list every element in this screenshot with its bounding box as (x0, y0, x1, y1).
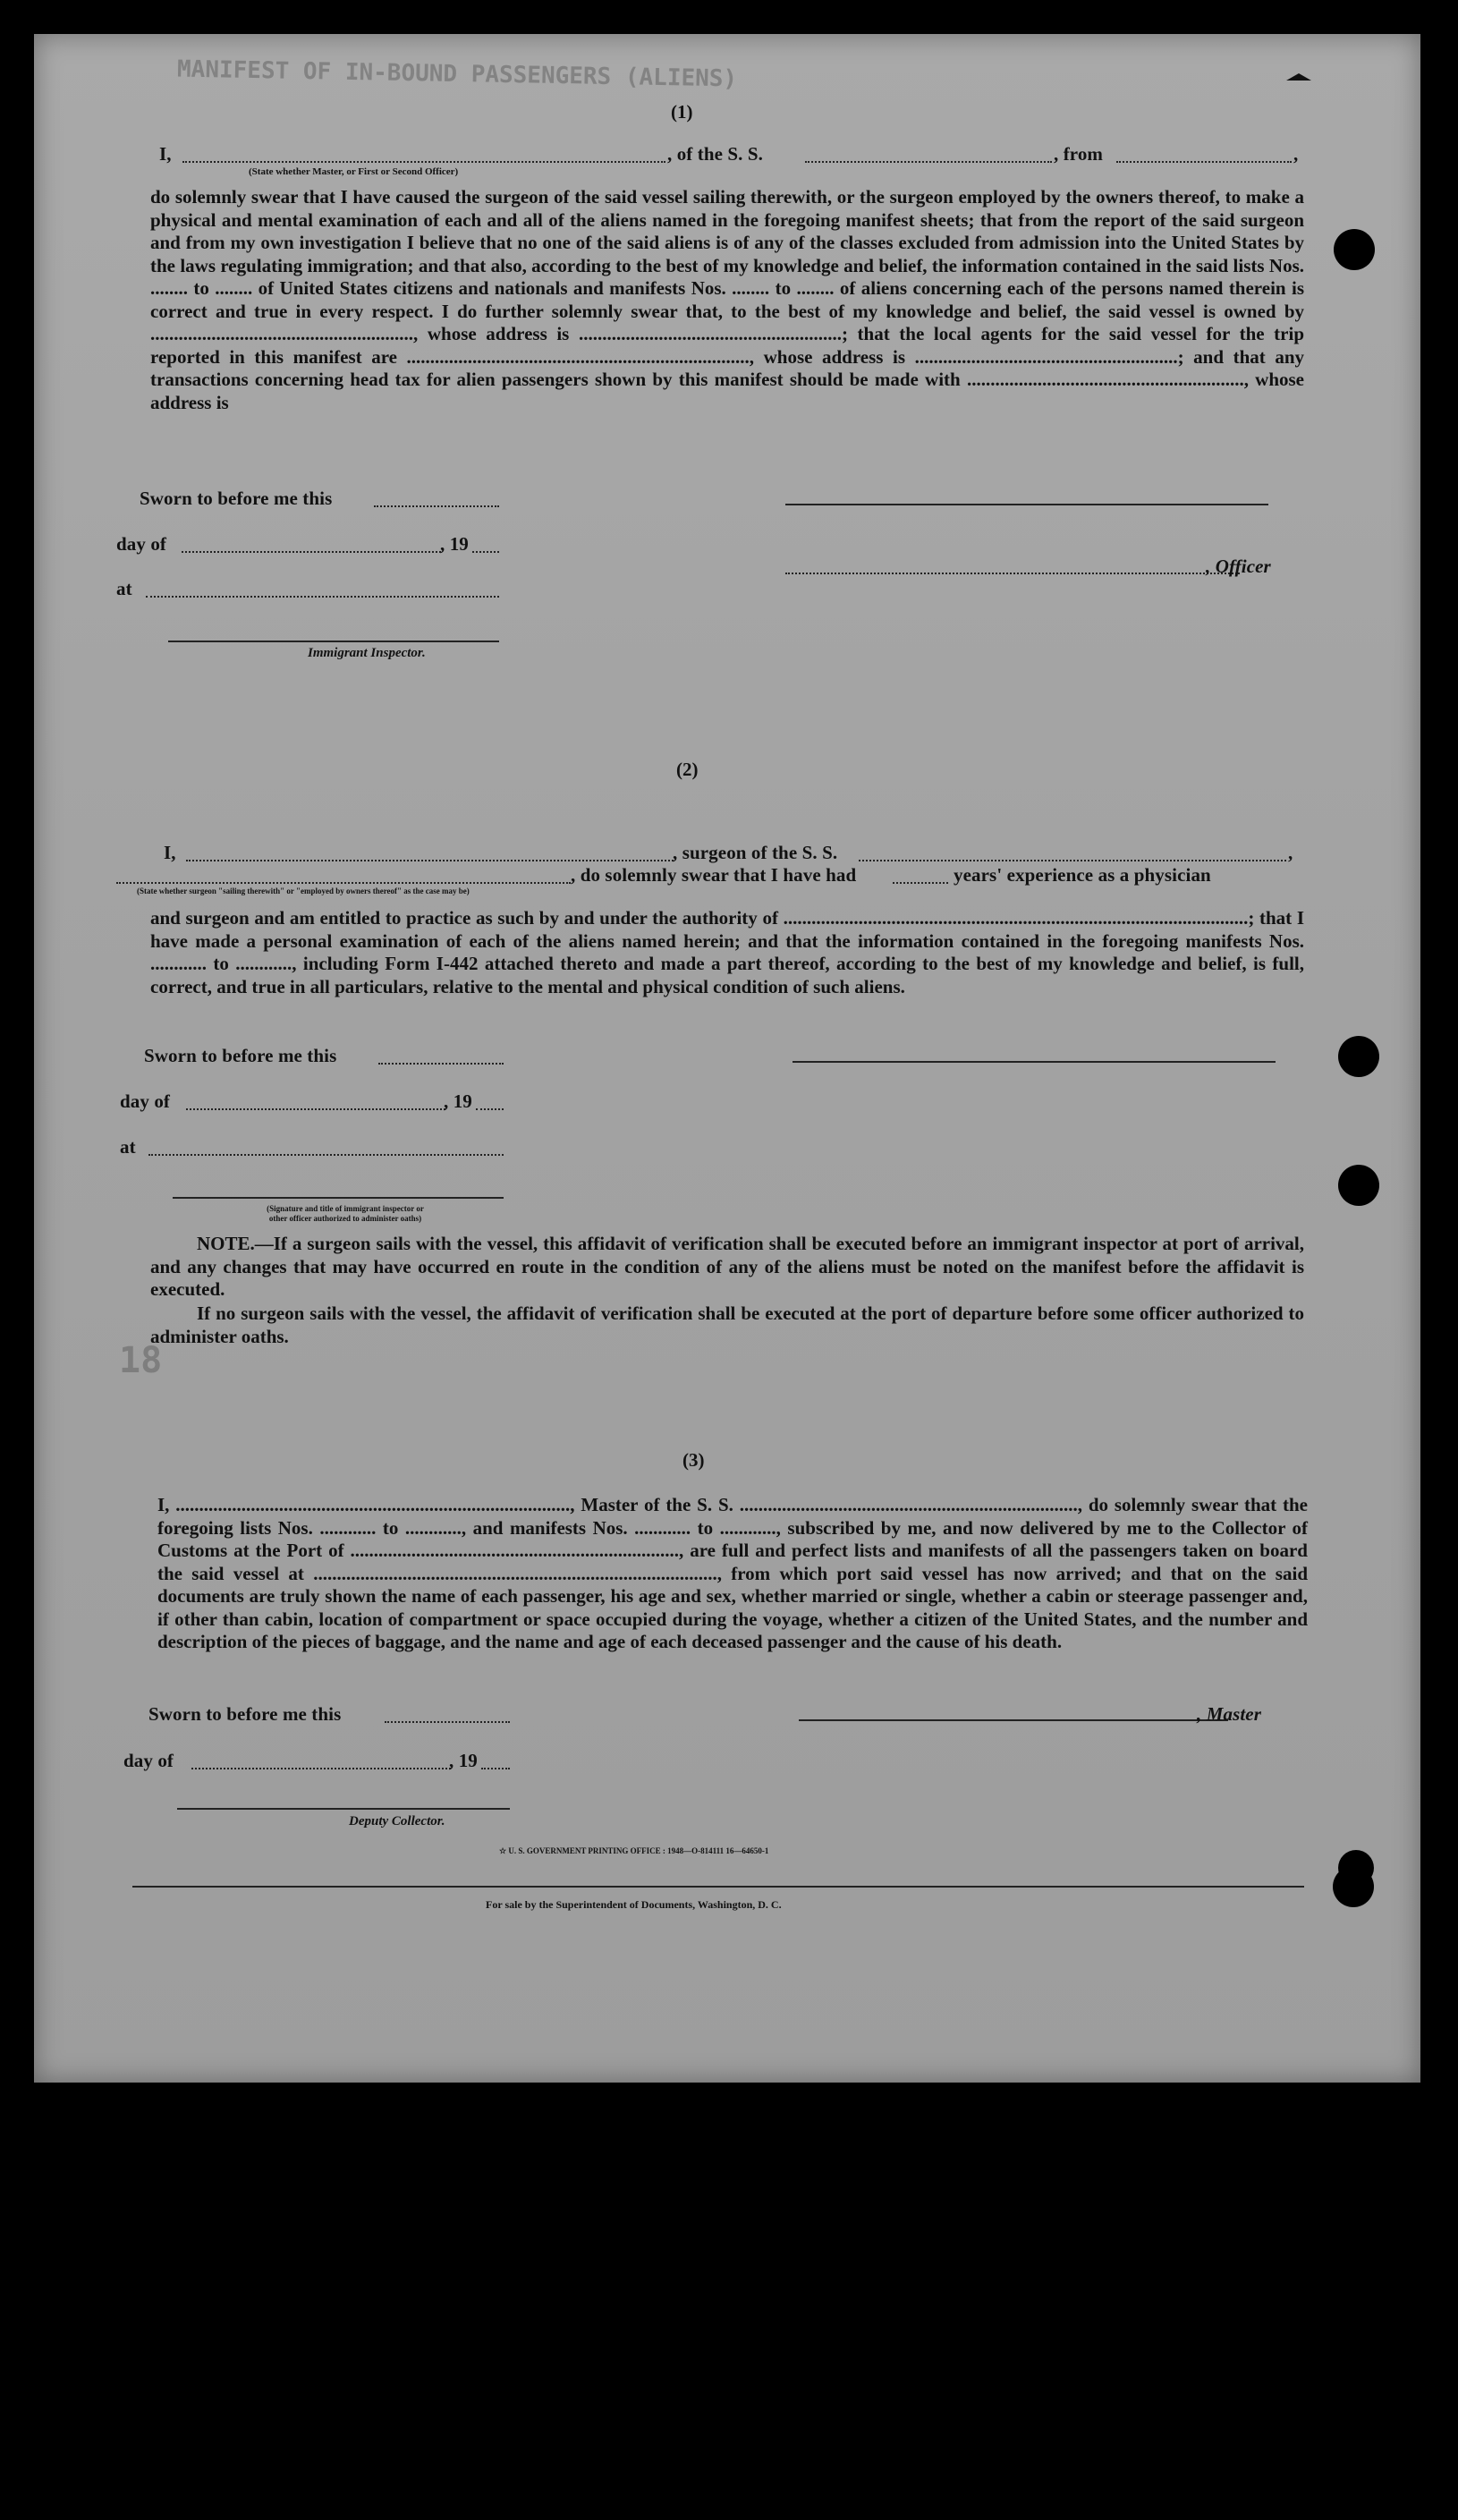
s3-collector-label: Deputy Collector. (349, 1814, 445, 1828)
s1-inspector-signature-line[interactable] (168, 641, 499, 642)
punch-hole-1 (1334, 229, 1375, 270)
s1-at-line[interactable] (146, 596, 499, 598)
s1-from-line[interactable] (1116, 161, 1292, 163)
s1-i-label: I, (159, 143, 172, 165)
s2-body: and surgeon and am entitled to practice as such by and under the authority of ...................................................................................................; that I have made a personal examination of each of the aliens named herein; and that the information contained in the foregoing manifests Nos. ............ to ............, including Form I-442 attached thereto and made a part thereof, according to the best of my knowledge and belief, is full, correct, and true in all particulars, relative to the mental and physical condition of such aliens. (150, 907, 1304, 997)
s2-state-note: (State whether surgeon "sailing therewith" or "employed by owners thereof" as the case may be) (137, 887, 470, 895)
gpo-imprint: ☆ U. S. GOVERNMENT PRINTING OFFICE : 1948—O-814111 16—64650-1 (499, 1846, 769, 1855)
s2-comma: , (1288, 842, 1293, 863)
s1-day-of-label: day of (116, 533, 167, 555)
s1-day-line[interactable] (182, 551, 441, 553)
s3-collector-signature-line[interactable] (177, 1808, 510, 1810)
s1-body: do solemnly swear that I have caused the surgeon of the said vessel sailing therewith, or the surgeon employed by the owners thereof, to make a physical and mental examination of each and all of the aliens named in the foregoing manifest sheets; that from the report of the said surgeon and from my own investigation I believe that no one of the said aliens is of any of the classes excluded from admission into the United States by the laws regulating immigration; and that also, according to the best of my knowledge and belief, the information contained in the said lists Nos. ........ to ........ of United States citizens and nationals and manifests Nos. ........ to ........ of aliens concerning each of the persons named therein is correct and true in every respect. I do further solemnly swear that, to the best of my knowledge and belief, the said vessel is owned by ........................................................, whose address is ........................................................; that the local agents for the said vessel for the trip reported in this manifest are ........................................................................., whose address is ........................................................; and that any transactions concerning head tax for alien passengers shown by this manifest should be made with ..........................................................., whose address is (150, 186, 1304, 413)
corner-mark (1286, 73, 1311, 81)
punch-hole-5 (1338, 1850, 1374, 1886)
s2-day-of-label: day of (120, 1090, 171, 1112)
s2-inspector-signature-line[interactable] (173, 1197, 504, 1199)
s1-comma: , (1293, 143, 1299, 165)
s2-years-line[interactable] (893, 882, 948, 884)
section-1-number: (1) (671, 101, 693, 123)
s1-year-line[interactable] (472, 551, 499, 553)
s2-sig-note-1: (Signature and title of immigrant inspector or (267, 1204, 424, 1213)
s2-day-line[interactable] (186, 1108, 445, 1110)
section-2-number: (2) (676, 759, 699, 780)
s1-signature-line[interactable] (785, 504, 1268, 505)
s2-i-label: I, (164, 842, 176, 863)
s2-note-1: NOTE.—If a surgeon sails with the vessel, this affidavit of verification shall be executed before an immigrant inspector at port of arrival, and any changes that may have occurred en route in the condition of any of the aliens must be noted on the manifest before the affidavit is executed. (150, 1233, 1304, 1300)
s1-officer-line[interactable] (785, 573, 1240, 574)
s2-years: years' experience as a physician (954, 864, 1211, 886)
s1-from: , from (1054, 143, 1104, 165)
punch-hole-2 (1338, 1036, 1379, 1077)
s1-officer-label: , Officer (1206, 556, 1271, 577)
section-3-number: (3) (682, 1449, 705, 1471)
s2-status-line[interactable] (116, 882, 571, 884)
s2-note-2: If no surgeon sails with the vessel, the affidavit of verification shall be executed at the port of departure before some officer authorized to administer oaths. (150, 1302, 1304, 1347)
s2-swear: , do solemnly swear that I have had (571, 864, 857, 886)
ghost-title: MANIFEST OF IN-BOUND PASSENGERS (ALIENS) (176, 55, 738, 93)
s2-vessel-line[interactable] (859, 860, 1286, 861)
s3-year-label: , 19 (449, 1750, 478, 1771)
s2-sworn-line[interactable] (378, 1063, 504, 1065)
s2-at-line[interactable] (148, 1154, 504, 1156)
s2-surgeon-of: , surgeon of the S. S. (673, 842, 838, 863)
s2-year-line[interactable] (476, 1108, 504, 1110)
s1-sworn-line[interactable] (374, 505, 499, 507)
ghost-stamp-number: 18 (119, 1340, 163, 1381)
s3-master-line[interactable] (799, 1719, 1228, 1721)
s2-year-label: , 19 (444, 1090, 472, 1112)
footer-rule (132, 1886, 1304, 1888)
sale-notice: For sale by the Superintendent of Documents, Washington, D. C. (486, 1898, 782, 1911)
s1-of-ss: , of the S. S. (667, 143, 763, 165)
s3-sworn-label: Sworn to before me this (148, 1703, 342, 1725)
s1-year-label: , 19 (440, 533, 469, 555)
s3-body: I, ...................................................................................., Master of the S. S. ........................................................................, do solemnly swear that the foregoing lists Nos. ............ to ............, and manifests Nos. ............ to ............, subscribed by me, and now delivered by me to the Collector of Customs at the Port of ......................................................................, are full and perfect lists and manifests of all the passengers taken on board the said vessel at ......................................................................................, from which port said vessel has now arrived; and that on the said documents are truly shown the name of each passenger, his age and sex, whether married or single, whether a cabin or steerage passenger and, if other than cabin, location of compartment or space occupied during the voyage, whether a citizen of the United States, and the number and description of the pieces of baggage, and the name and age of each deceased passenger and the cause of his death. (157, 1494, 1308, 1652)
s2-at-label: at (120, 1136, 136, 1158)
s3-year-line[interactable] (481, 1768, 510, 1769)
punch-hole-3 (1338, 1165, 1379, 1206)
s1-officer-name-line[interactable] (182, 161, 665, 163)
s3-sworn-line[interactable] (385, 1721, 510, 1723)
s2-sig-note-2: other officer authorized to administer oaths) (268, 1214, 422, 1223)
s2-surgeon-name-line[interactable] (186, 860, 674, 861)
s1-sworn-label: Sworn to before me this (140, 488, 333, 509)
s3-master-label: , Master (1197, 1703, 1261, 1725)
s2-sworn-label: Sworn to before me this (144, 1045, 337, 1066)
s2-signature-line[interactable] (793, 1061, 1276, 1063)
s3-day-line[interactable] (191, 1768, 451, 1769)
form-sheet (34, 34, 1420, 2083)
s1-vessel-name-line[interactable] (805, 161, 1052, 163)
s1-state-note: (State whether Master, or First or Second Officer) (249, 166, 459, 177)
s3-day-of-label: day of (123, 1750, 174, 1771)
s1-at-label: at (116, 578, 132, 599)
s1-inspector-label: Immigrant Inspector. (308, 646, 426, 660)
